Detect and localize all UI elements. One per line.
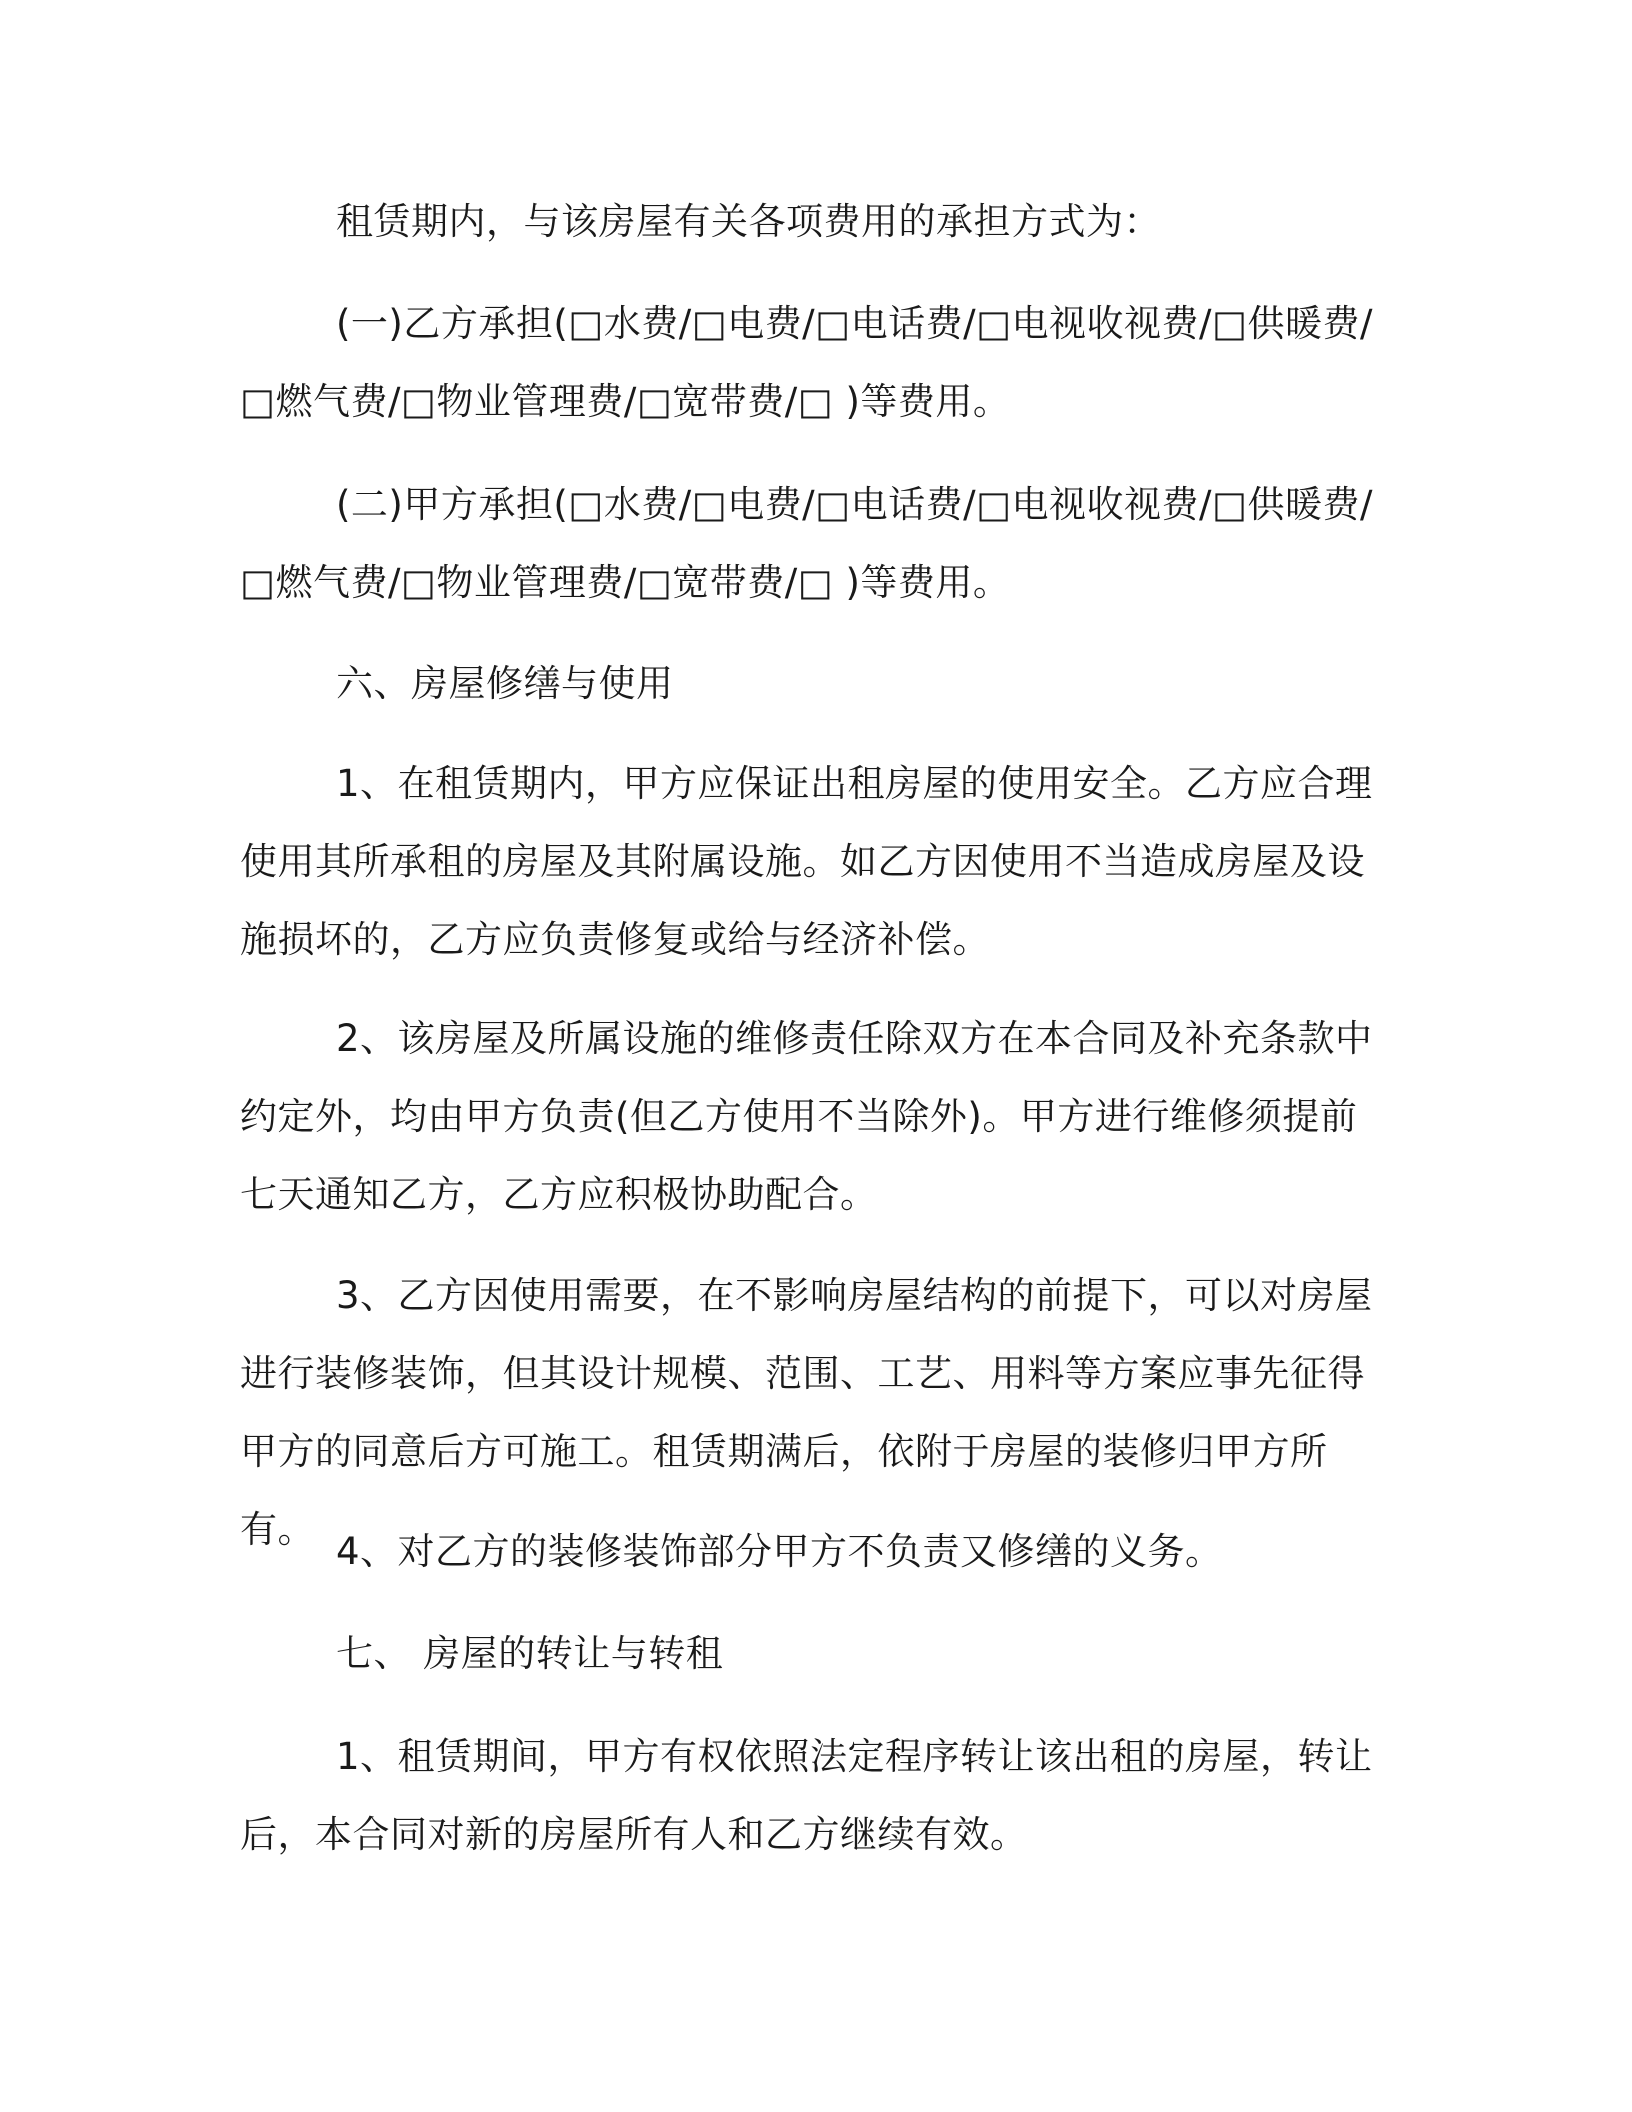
repair-clause-4: 4、对乙方的装修装饰部分甲方不负责又修缮的义务。 bbox=[336, 1530, 1223, 1573]
transfer-clause-1: 1、租赁期间，甲方有权依照法定程序转让该出租的房屋，转让后，本合同对新的房屋所有人和乙方继续有效。 bbox=[240, 1735, 1373, 1856]
fee-intro-paragraph: 租赁期内，与该房屋有关各项费用的承担方式为： bbox=[336, 200, 1161, 243]
section-six-heading: 六、房屋修缮与使用 bbox=[336, 662, 674, 705]
repair-clause-2: 2、该房屋及所属设施的维修责任除双方在本合同及补充条款中约定外，均由甲方负责(但乙方使用不当除外)。甲方进行维修须提前七天通知乙方，乙方应积极协助配合。 bbox=[240, 1017, 1373, 1216]
section-seven-heading: 七、 房屋的转让与转租 bbox=[336, 1632, 724, 1675]
repair-clause-1: 1、在租赁期内，甲方应保证出租房屋的使用安全。乙方应合理使用其所承租的房屋及其附属设施。如乙方因使用不当造成房屋及设施损坏的，乙方应负责修复或给与经济补偿。 bbox=[240, 762, 1373, 961]
landlord-fees-paragraph: (二)甲方承担(□水费/□电费/□电话费/□电视收视费/□供暖费/□燃气费/□物业管理费/□宽带费/□ )等费用。 bbox=[240, 483, 1373, 604]
repair-clause-3: 3、乙方因使用需要，在不影响房屋结构的前提下，可以对房屋进行装修装饰，但其设计规模、范围、工艺、用料等方案应事先征得甲方的同意后方可施工。租赁期满后，依附于房屋的装修归甲方所有。 bbox=[240, 1274, 1373, 1551]
tenant-fees-paragraph: (一)乙方承担(□水费/□电费/□电话费/□电视收视费/□供暖费/□燃气费/□物业管理费/□宽带费/□ )等费用。 bbox=[240, 302, 1373, 423]
